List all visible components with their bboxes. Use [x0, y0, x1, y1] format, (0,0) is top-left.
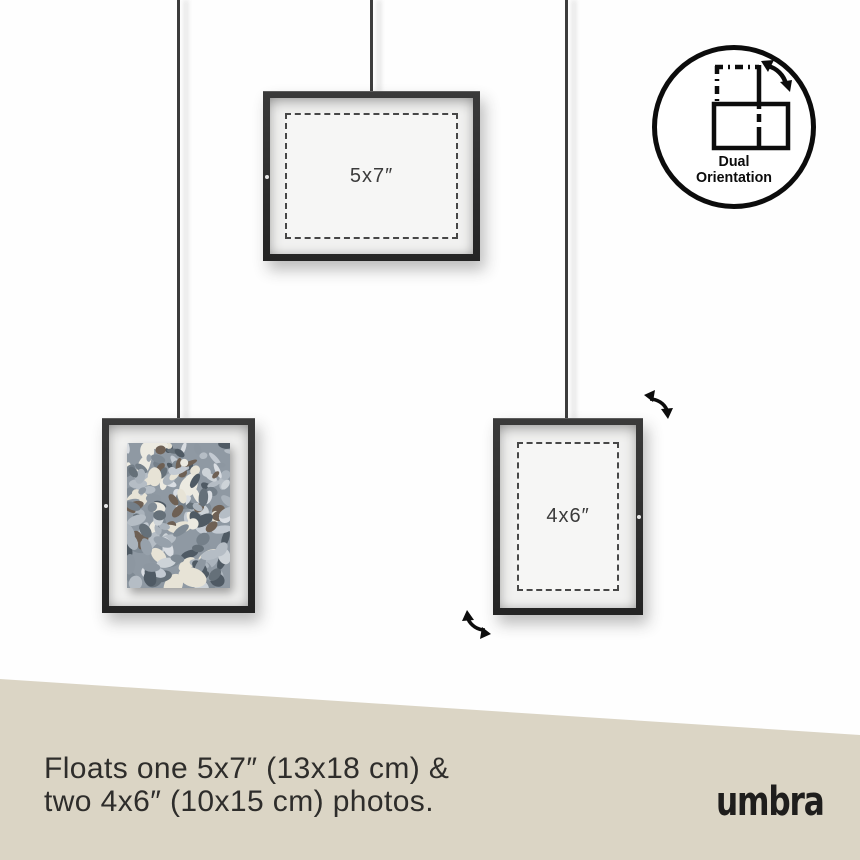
size-label-4x6: 4x6″: [546, 505, 590, 527]
badge-label-line1: Dual: [718, 153, 750, 170]
dual-orientation-badge: [652, 45, 816, 209]
pebble-photo-graphic: [127, 443, 230, 588]
rotate-arrow-icon: [459, 609, 493, 641]
frame-hardware-dot: [637, 515, 641, 519]
badge-label-line2: Orientation: [695, 168, 772, 186]
caption-line1: Floats one 5x7″ (13x18 cm) &: [44, 752, 450, 785]
frame-hardware-dot: [265, 175, 269, 179]
caption: [44, 752, 449, 818]
hanging-cord: [370, 0, 373, 93]
pebble-photo: [127, 443, 230, 588]
caption-line2: two 4x6″ (10x15 cm) photos.: [44, 785, 434, 818]
frame-hardware-dot: [104, 504, 108, 508]
dual-orientation-icon: [700, 60, 792, 152]
badge-label: [661, 154, 807, 185]
photo-area-dashed-outline: [285, 113, 458, 239]
size-label-5x7: 5x7″: [349, 164, 394, 187]
rotate-arrow-icon: [642, 388, 676, 420]
frame-matte: [270, 98, 473, 254]
photo-area-dashed-outline: [517, 442, 619, 591]
frame-4x6: [493, 418, 643, 615]
hanging-cord: [177, 0, 180, 420]
hanging-cord: [565, 0, 568, 420]
umbra-logo: umbra: [716, 779, 824, 825]
frame-matte: [109, 425, 248, 606]
frame-5x7: [263, 91, 480, 261]
frame-photo: [102, 418, 255, 613]
frame-matte: [500, 425, 636, 608]
